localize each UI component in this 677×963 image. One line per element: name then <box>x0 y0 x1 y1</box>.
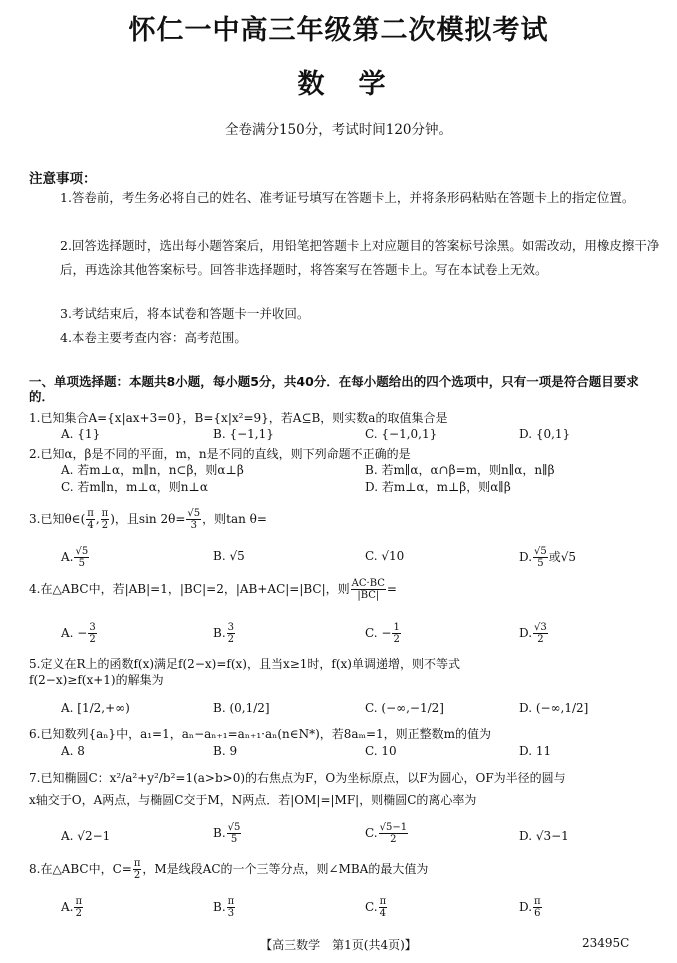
q1-option-b: B. {−1,1} <box>213 427 274 441</box>
full-score-line: 全卷满分150分，考试时间120分钟。 <box>224 122 453 138</box>
exam-subject: 数学 <box>297 69 420 100</box>
question-3-stem: 3.已知θ∈( $\frac{\pi}{4}$ , $\frac{\pi}{2}$ )，且sin 2θ= $\frac{√5}{3}$ ，则tan θ= <box>29 508 267 531</box>
question-2-stem: 2.已知α，β是不同的平面，m，n是不同的直线，则下列命题不正确的是 <box>29 447 411 461</box>
q5-option-b: B. (0,1/2] <box>213 701 270 715</box>
q6-option-b: B. 9 <box>213 744 238 758</box>
q7-option-a: A. √2−1 <box>61 829 111 843</box>
q3-option-a: A. $\frac{√5}{5}$ <box>61 546 89 569</box>
q7-option-c: C. $\frac{√5-1}{2}$ <box>365 822 408 845</box>
question-5-stem-2: f(2−x)≥f(x+1)的解集为 <box>29 673 164 687</box>
q7-option-b: B. $\frac{√5}{5}$ <box>213 822 241 845</box>
notice-item-4: 4.本卷主要考查内容：高考范围。 <box>60 330 247 345</box>
q2-option-b: B. 若m∥α，α∩β=m，则n∥α，n∥β <box>365 463 555 477</box>
q2-option-d: D. 若m⊥α，m⊥β，则α∥β <box>365 480 511 494</box>
question-8 <box>29 858 659 924</box>
q8-option-c: C. $\frac{\pi}{4}$ <box>365 896 387 919</box>
q5-option-d: D. (−∞,1/2] <box>519 701 589 715</box>
question-6 <box>29 726 659 760</box>
section-1-heading: 一、单项选择题：本题共8小题，每小题5分，共40分．在每小题给出的四个选项中，只有一项是符合题目要求的． <box>29 374 639 404</box>
q8-option-d: D. $\frac{\pi}{6}$ <box>519 896 541 919</box>
notice-item-2: 2.回答选择题时，选出每小题答案后，用铅笔把答题卡上对应题目的答案标号涂黑。如需改动，用橡皮擦干净后，再选涂其他答案标号。回答非选择题时，将答案写在答题卡上。写在本试卷上无效。 <box>60 238 660 277</box>
q4-option-b: B. $\frac{3}{2}$ <box>213 622 235 645</box>
page-footer: 【高三数学 第1页(共4页)】 <box>260 938 417 952</box>
q1-option-c: C. {−1,0,1} <box>365 427 438 441</box>
question-6-stem: 6.已知数列{aₙ}中，a₁=1，aₙ−aₙ₊₁=aₙ₊₁·aₙ(n∈N*)，若8aₘ=1，则正整数m的值为 <box>29 727 492 741</box>
notice-item-1: 1.答卷前，考生务必将自己的姓名、准考证号填写在答题卡上，并将条形码粘贴在答题卡上的指定位置。 <box>60 190 635 205</box>
question-8-stem: 8.在△ABC中，C= $\frac{\pi}{2}$ ，M是线段AC的一个三等分点，则∠MBA的最大值为 <box>29 858 429 881</box>
question-5 <box>29 656 659 722</box>
question-7 <box>29 770 659 848</box>
notice-heading: 注意事项： <box>29 171 97 187</box>
question-2 <box>29 446 659 496</box>
q4-option-a: A. − $\frac{3}{2}$ <box>61 622 96 645</box>
q2-option-a: A. 若m⊥α，m∥n，n⊂β，则α⊥β <box>61 463 244 477</box>
q3-option-c: C. √10 <box>365 549 405 563</box>
q7-option-d: D. √3−1 <box>519 829 569 843</box>
q1-option-a: A. {1} <box>61 427 101 441</box>
q4-option-c: C. − $\frac{1}{2}$ <box>365 622 400 645</box>
question-1 <box>29 410 659 444</box>
exam-title: 怀仁一中高三年级第二次模拟考试 <box>128 15 549 46</box>
q5-option-c: C. (−∞,−1/2] <box>365 701 444 715</box>
question-5-stem: 5.定义在R上的函数f(x)满足f(2−x)=f(x)，且当x≥1时，f(x)单调递增，则不等式 <box>29 657 460 671</box>
q3-option-b: B. √5 <box>213 549 245 563</box>
question-4 <box>29 578 659 650</box>
question-3 <box>29 508 659 572</box>
question-7-stem: 7.已知椭圆C：x²/a²+y²/b²=1(a>b>0)的右焦点为F，O为坐标原点，以F为圆心，OF为半径的圆与 <box>29 771 566 785</box>
q6-option-c: C. 10 <box>365 744 397 758</box>
q6-option-a: A. 8 <box>61 744 85 758</box>
q4-option-d: D. $\frac{√3}{2}$ <box>519 622 547 645</box>
question-4-stem: 4.在△ABC中，若|AB|=1，|BC|=2，|AB+AC|=|BC|，则 $\frac{AC\cdot BC}{|BC|}$ = <box>29 578 397 601</box>
q3-option-d: D. $\frac{√5}{5}$ 或√5 <box>519 546 577 569</box>
q8-option-a: A. $\frac{\pi}{2}$ <box>61 896 83 919</box>
question-1-stem: 1.已知集合A={x|ax+3=0}，B={x|x²=9}，若A⊆B，则实数a的取值集合是 <box>29 411 448 425</box>
q2-option-c: C. 若m∥n，m⊥α，则n⊥α <box>61 480 208 494</box>
exam-code: 23495C <box>582 936 630 950</box>
question-7-stem-2: x轴交于O，A两点，与椭圆C交于M，N两点．若|OM|=|MF|，则椭圆C的离心率为 <box>29 793 477 807</box>
q5-option-a: A. [1/2,+∞) <box>61 701 130 715</box>
q8-option-b: B. $\frac{\pi}{3}$ <box>213 896 235 919</box>
q6-option-d: D. 11 <box>519 744 552 758</box>
q1-option-d: D. {0,1} <box>519 427 571 441</box>
notice-item-3: 3.考试结束后，将本试卷和答题卡一并收回。 <box>60 306 310 321</box>
